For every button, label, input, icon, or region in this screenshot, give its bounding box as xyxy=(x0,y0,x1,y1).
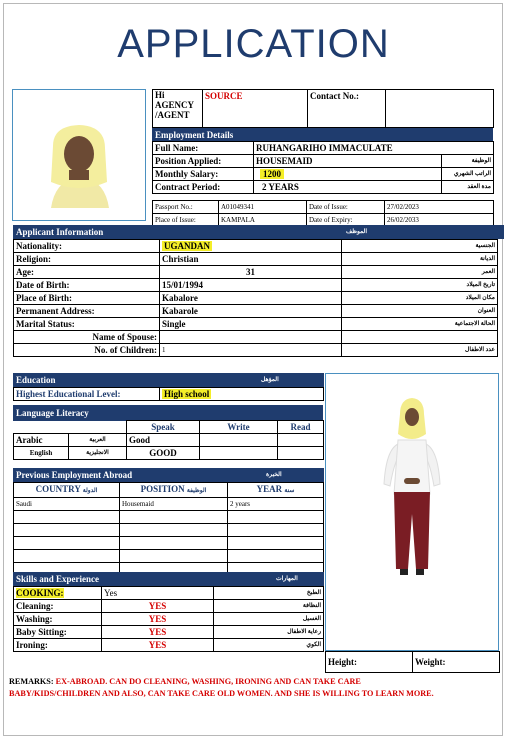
applicant-label: Place of Birth: xyxy=(14,292,160,305)
language-blank xyxy=(14,421,127,434)
applicant-label: No. of Children: xyxy=(14,344,160,357)
previous-country-header-ar: الدولة xyxy=(82,488,98,494)
language-name: English xyxy=(14,447,69,460)
previous-position-cell xyxy=(120,524,228,537)
skill-row xyxy=(14,613,324,626)
remarks-line-1: EX-ABROAD. CAN DO CLEANING, WASHING, IRONING AND CAN TAKE CARE xyxy=(55,677,361,686)
previous-country-cell xyxy=(14,524,120,537)
skill-value: YES xyxy=(102,613,214,626)
language-speak-value: Good xyxy=(127,434,200,447)
applicant-label: Permanent Address: xyxy=(14,305,160,318)
position-label: Position Applied: xyxy=(153,155,254,168)
previous-country-cell xyxy=(14,550,120,563)
applicant-row xyxy=(14,344,498,357)
previous-year-cell xyxy=(228,511,324,524)
skill-ar: الكوي xyxy=(214,639,324,652)
skill-ar: الطبخ xyxy=(214,587,324,600)
passport-label: Passport No.: xyxy=(153,201,219,214)
education-table xyxy=(13,387,324,401)
applicant-ar: عدد الاطفال xyxy=(342,344,498,357)
applicant-ar xyxy=(342,331,498,344)
education-heading-table xyxy=(13,373,324,387)
previous-position-cell xyxy=(120,511,228,524)
applicant-label: Marital Status: xyxy=(14,318,160,331)
applicant-row xyxy=(14,279,498,292)
expiry-label: Date of Expiry: xyxy=(307,214,385,227)
full-name-value: RUHANGARIHO IMMACULATE xyxy=(254,142,494,155)
position-ar: الوظيفة xyxy=(442,155,494,168)
previous-row xyxy=(14,511,324,524)
education-level-label: Highest Educational Level: xyxy=(14,388,160,401)
skill-label: Cleaning: xyxy=(14,600,102,613)
agency-hi: Hi xyxy=(155,90,165,100)
previous-country-cell xyxy=(14,511,120,524)
applicant-row xyxy=(14,292,498,305)
language-write-value xyxy=(200,447,278,460)
applicant-value-text: UGANDAN xyxy=(164,241,210,251)
previous-year-cell xyxy=(228,524,324,537)
education-heading-ar: المؤهل xyxy=(259,374,324,387)
previous-position-cell xyxy=(120,550,228,563)
applicant-ar: العنوان xyxy=(342,305,498,318)
previous-year-cell xyxy=(228,550,324,563)
language-name: Arabic xyxy=(14,434,69,447)
skill-label xyxy=(14,587,102,600)
language-speak-value: GOOD xyxy=(127,447,200,460)
salary-label: Monthly Salary: xyxy=(153,168,254,181)
applicant-row xyxy=(14,331,498,344)
skills-table xyxy=(13,586,324,652)
applicant-ar: تاريخ الميلاد xyxy=(342,279,498,292)
issue-place-value: KAMPALA xyxy=(219,214,307,227)
language-speak-header: Speak xyxy=(127,421,200,434)
skill-label: Washing: xyxy=(14,613,102,626)
page-title: APPLICATION xyxy=(117,22,390,66)
skill-row xyxy=(14,600,324,613)
language-heading: Language Literacy xyxy=(14,406,323,421)
employment-heading-table xyxy=(152,128,493,142)
employment-table xyxy=(152,141,494,194)
language-row xyxy=(14,434,324,447)
position-value: HOUSEMAID xyxy=(254,155,442,168)
agency-table xyxy=(152,89,494,128)
applicant-value xyxy=(160,240,342,253)
language-write-value xyxy=(200,434,278,447)
previous-position-cell: Housemaid xyxy=(120,498,228,511)
contract-ar: مدة العقد xyxy=(442,181,494,194)
language-ar: الانجليزية xyxy=(69,447,127,460)
previous-row xyxy=(14,537,324,550)
weight-label: Weight: xyxy=(413,652,500,673)
skill-label-text: COOKING: xyxy=(16,588,64,598)
height-label: Height: xyxy=(326,652,413,673)
skill-row xyxy=(14,587,324,600)
previous-year-header xyxy=(228,483,324,498)
language-read-value xyxy=(278,447,324,460)
skill-ar: الغسيل xyxy=(214,613,324,626)
skill-ar: النظافة xyxy=(214,600,324,613)
skill-value: YES xyxy=(102,639,214,652)
applicant-heading-ar: الموظف xyxy=(344,226,504,239)
education-heading: Education xyxy=(14,374,259,387)
previous-country-cell: Saudi xyxy=(14,498,120,511)
skill-value: Yes xyxy=(102,587,214,600)
issue-date-value: 27/02/2023 xyxy=(385,201,494,214)
skills-heading-ar: المهارات xyxy=(274,573,324,586)
applicant-heading: Applicant Information xyxy=(14,226,344,239)
applicant-label: Date of Birth: xyxy=(14,279,160,292)
education-level-value: High school xyxy=(164,389,210,399)
salary-ar: الراتب الشهري xyxy=(442,168,494,181)
applicant-label: Nationality: xyxy=(14,240,160,253)
skill-label: Ironing: xyxy=(14,639,102,652)
previous-year-cell: 2 years xyxy=(228,498,324,511)
expiry-value: 26/02/2033 xyxy=(385,214,494,227)
remarks-line-2: BABY/KIDS/CHILDREN AND ALSO, CAN TAKE CARE OLD WOMEN. AND SHE IS WILLING TO LEARN MORE. xyxy=(9,689,434,698)
applicant-ar: العمر xyxy=(342,266,498,279)
previous-position-header xyxy=(120,483,228,498)
passport-table xyxy=(152,200,494,227)
employment-heading: Employment Details xyxy=(153,129,493,142)
language-read-header: Read xyxy=(278,421,324,434)
skills-heading: Skills and Experience xyxy=(14,573,274,586)
contact-label: Contact No.: xyxy=(308,90,386,128)
remarks xyxy=(9,676,501,700)
previous-country-header xyxy=(14,483,120,498)
applicant-row xyxy=(14,240,498,253)
applicant-table xyxy=(13,239,498,357)
applicant-value: 31 xyxy=(160,266,342,279)
portrait-image xyxy=(13,90,144,219)
issue-place-label: Place of Issue: xyxy=(153,214,219,227)
previous-heading-table xyxy=(13,468,324,482)
previous-row xyxy=(14,498,324,511)
previous-position-header-text: POSITION xyxy=(140,484,185,494)
previous-position-cell xyxy=(120,537,228,550)
applicant-row xyxy=(14,266,498,279)
contact-value xyxy=(386,90,494,128)
applicant-value: 15/01/1994 xyxy=(160,279,342,292)
applicant-ar: الديانة xyxy=(342,253,498,266)
previous-row xyxy=(14,550,324,563)
contract-value: 2 YEARS xyxy=(254,181,442,194)
skill-ar: رعاية الاطفال xyxy=(214,626,324,639)
language-row xyxy=(14,447,324,460)
applicant-row xyxy=(14,318,498,331)
portrait-photo xyxy=(12,89,146,221)
previous-year-header-ar: سنة xyxy=(284,488,295,494)
language-heading-table xyxy=(13,405,323,421)
applicant-value: Single xyxy=(160,318,342,331)
skill-value: YES xyxy=(102,600,214,613)
language-ar: العربية xyxy=(69,434,127,447)
applicant-value: 1 xyxy=(160,344,342,357)
contract-label: Contract Period: xyxy=(153,181,254,194)
language-table xyxy=(13,420,324,460)
previous-country-header-text: COUNTRY xyxy=(35,484,81,494)
applicant-ar: الجنسية xyxy=(342,240,498,253)
applicant-value: Christian xyxy=(160,253,342,266)
applicant-label: Religion: xyxy=(14,253,160,266)
remarks-label: REMARKS: xyxy=(9,677,54,686)
issue-date-label: Date of Issue: xyxy=(307,201,385,214)
agency-agent: /AGENT xyxy=(155,110,190,120)
applicant-label: Age: xyxy=(14,266,160,279)
applicant-label: Name of Spouse: xyxy=(14,331,160,344)
agency-agency: AGENCY xyxy=(155,100,195,110)
applicant-ar: الحالة الاجتماعية xyxy=(342,318,498,331)
full-body-photo xyxy=(325,373,499,651)
applicant-ar: مكان الميلاد xyxy=(342,292,498,305)
previous-heading: Previous Employment Abroad xyxy=(14,469,264,482)
previous-table xyxy=(13,482,324,576)
salary-value: 1200 xyxy=(260,169,284,179)
skill-value: YES xyxy=(102,626,214,639)
skill-row xyxy=(14,626,324,639)
previous-year-cell xyxy=(228,537,324,550)
skills-heading-table xyxy=(13,572,324,586)
applicant-value: Kabarole xyxy=(160,305,342,318)
applicant-value xyxy=(160,331,342,344)
applicant-row xyxy=(14,305,498,318)
previous-position-header-ar: الوظيفة xyxy=(186,488,207,494)
passport-value: A01049341 xyxy=(219,201,307,214)
agency-label xyxy=(153,90,203,128)
applicant-row xyxy=(14,253,498,266)
applicant-heading-table xyxy=(13,225,504,239)
previous-country-cell xyxy=(14,537,120,550)
source-label: SOURCE xyxy=(203,90,308,128)
full-body-image xyxy=(326,374,498,650)
skill-row xyxy=(14,639,324,652)
language-write-header: Write xyxy=(200,421,278,434)
full-name-label: Full Name: xyxy=(153,142,254,155)
previous-year-header-text: YEAR xyxy=(256,484,283,494)
language-read-value xyxy=(278,434,324,447)
previous-row xyxy=(14,524,324,537)
previous-heading-ar: الخبرة xyxy=(264,469,324,482)
body-measure-table xyxy=(325,651,500,673)
applicant-value: Kabalore xyxy=(160,292,342,305)
skill-label: Baby Sitting: xyxy=(14,626,102,639)
